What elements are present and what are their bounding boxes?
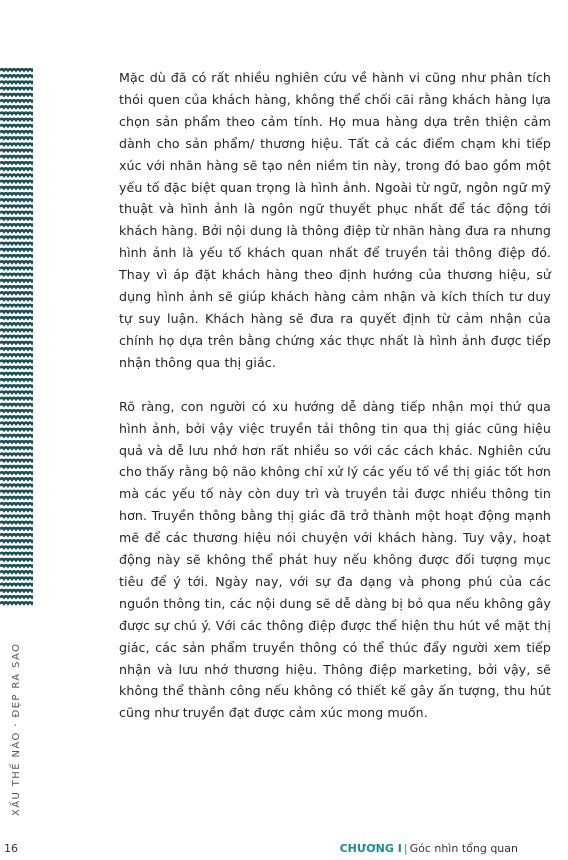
wave-line <box>0 534 33 535</box>
zigzag-wave-strip <box>0 66 33 612</box>
paragraph: Rõ ràng, con người có xu hướng dễ dàng tiếp nhận mọi thứ qua hình ảnh, bởi vậy việc truyền tải thông tin qua thị giác cũng hiệu quả và dễ lưu nhớ hơn rất nhiều so với các cách khác. Nghiên cứu cho thấy rằng bộ não không chỉ xử lý các yếu tố về thị giác tốt hơn mà các yếu tố này còn duy trì và truyền tải được nhiều thông tin hơn. Truyền thông bằng thị giác đã trở thành một hoạt động mạnh mẽ để các thương hiệu nói chuyện với khách hàng. Tuy vậy, hoạt động này sẽ không thể phát huy nếu không được đối tượng mục tiêu để ý tới. Ngày nay, với sự đa dạng và phong phú của các nguồn thông tin, các nội dung sẽ dễ dàng bị bỏ qua nếu không gây được sự chú ý. Với các thông điệp được thể hiện thu hút về mặt thị giác, các sản phẩm truyền thông có thể thúc đẩy người xem tiếp nhận và lưu nhớ thương hiệu. Thông điệp marketing, bởi vậy, sẽ không thể thành công nếu không có thiết kế gây ấn tượng, thu hút cũng như truyền đạt được cảm xúc mong muốn. <box>119 398 551 721</box>
wave-line <box>0 237 33 238</box>
wave-line <box>0 485 33 486</box>
chapter-footer <box>340 842 518 855</box>
wave-line <box>0 268 33 269</box>
wave-line <box>0 466 33 467</box>
wave-line <box>0 274 33 275</box>
wave-line <box>0 75 33 76</box>
footer-divider: | <box>403 842 408 855</box>
wave-line <box>0 137 33 138</box>
paragraph: Mặc dù đã có rất nhiều nghiên cứu về hành vi cũng như phân tích thói quen của khách hàng, không thể chối cãi rằng khách hàng lựa chọn sản phẩm theo cảm tính. Họ mua hàng dựa trên thiện cảm dành cho sản phẩm/ thương hiệu. Tất cả các điểm chạm khi tiếp xúc với nhãn hàng sẽ tạo nên niềm tin này, trong đó bao gồm một yếu tố đặc biệt quan trọng là hình ảnh. Ngoài từ ngữ, ngôn ngữ mỹ thuật và hình ảnh là ngôn ngữ thuyết phục nhất để tác động tới khách hàng. Bởi nội dung là thông điệp từ nhãn hàng đưa ra nhưng hình ảnh là yếu tố khách quan nhất để truyền tải thông điệp đó. Thay vì áp đặt khách hàng theo định hướng của thương hiệu, sử dụng hình ảnh sẽ giúp khách hàng cảm nhận và kích thích tư duy tự suy luận. Khách hàng sẽ đưa ra quyết định từ cảm nhận của chính họ dựa trên bằng chứng xác thực nhất là hình ảnh được tiếp nhận thông qua thị giác. <box>119 70 551 370</box>
wave-line <box>0 100 33 101</box>
wave-line <box>0 125 33 126</box>
wave-line <box>0 447 33 448</box>
wave-line <box>0 286 33 287</box>
wave-line <box>0 559 33 560</box>
wave-line <box>0 429 33 430</box>
wave-line <box>0 584 33 585</box>
wave-line <box>0 168 33 169</box>
wave-line <box>0 503 33 504</box>
wave-line <box>0 94 33 95</box>
wave-line <box>0 224 33 225</box>
wave-line <box>0 69 33 70</box>
wave-line <box>0 280 33 281</box>
wave-line <box>0 230 33 231</box>
wave-line <box>0 336 33 337</box>
wave-line <box>0 361 33 362</box>
wave-line <box>0 305 33 306</box>
wave-line <box>0 156 33 157</box>
wave-line <box>0 317 33 318</box>
wave-line <box>0 292 33 293</box>
body-text <box>119 67 551 746</box>
wave-line <box>0 571 33 572</box>
wave-line <box>0 82 33 83</box>
wave-line <box>0 212 33 213</box>
wave-line <box>0 144 33 145</box>
wave-line <box>0 441 33 442</box>
wave-line <box>0 491 33 492</box>
wave-line <box>0 199 33 200</box>
wave-line <box>0 342 33 343</box>
wave-line <box>0 398 33 399</box>
wave-line <box>0 249 33 250</box>
wave-line <box>0 348 33 349</box>
chapter-label: CHƯƠNG I <box>339 842 402 855</box>
wave-line <box>0 131 33 132</box>
wave-line <box>0 472 33 473</box>
wave-line <box>0 553 33 554</box>
wave-line <box>0 392 33 393</box>
wave-line <box>0 367 33 368</box>
wave-line <box>0 206 33 207</box>
wave-line <box>0 528 33 529</box>
wave-line <box>0 590 33 591</box>
wave-line <box>0 175 33 176</box>
wave-line <box>0 596 33 597</box>
wave-line <box>0 404 33 405</box>
wave-line <box>0 522 33 523</box>
wave-line <box>0 150 33 151</box>
wave-line <box>0 385 33 386</box>
wave-line <box>0 478 33 479</box>
book-title-vertical: XẤU THẾ NÀO · ĐẸP RA SAO <box>11 642 22 816</box>
wave-line <box>0 547 33 548</box>
chapter-title: Góc nhìn tổng quan <box>409 842 518 855</box>
wave-line <box>0 162 33 163</box>
wave-line <box>0 423 33 424</box>
wave-line <box>0 255 33 256</box>
wave-line <box>0 181 33 182</box>
wave-line <box>0 119 33 120</box>
wave-line <box>0 602 33 603</box>
wave-line <box>0 88 33 89</box>
wave-line <box>0 187 33 188</box>
wave-line <box>0 565 33 566</box>
wave-line <box>0 193 33 194</box>
wave-line <box>0 454 33 455</box>
wave-line <box>0 497 33 498</box>
wave-line <box>0 323 33 324</box>
wave-line <box>0 261 33 262</box>
wave-line <box>0 410 33 411</box>
wave-line <box>0 516 33 517</box>
page-number: 16 <box>4 842 18 855</box>
wave-line <box>0 416 33 417</box>
wave-line <box>0 509 33 510</box>
wave-line <box>0 540 33 541</box>
wave-line <box>0 243 33 244</box>
wave-line <box>0 435 33 436</box>
wave-line <box>0 106 33 107</box>
wave-line <box>0 299 33 300</box>
wave-line <box>0 113 33 114</box>
wave-line <box>0 330 33 331</box>
wave-line <box>0 373 33 374</box>
wave-line <box>0 311 33 312</box>
wave-line <box>0 379 33 380</box>
wave-line <box>0 460 33 461</box>
wave-line <box>0 354 33 355</box>
wave-line <box>0 578 33 579</box>
wave-line <box>0 218 33 219</box>
